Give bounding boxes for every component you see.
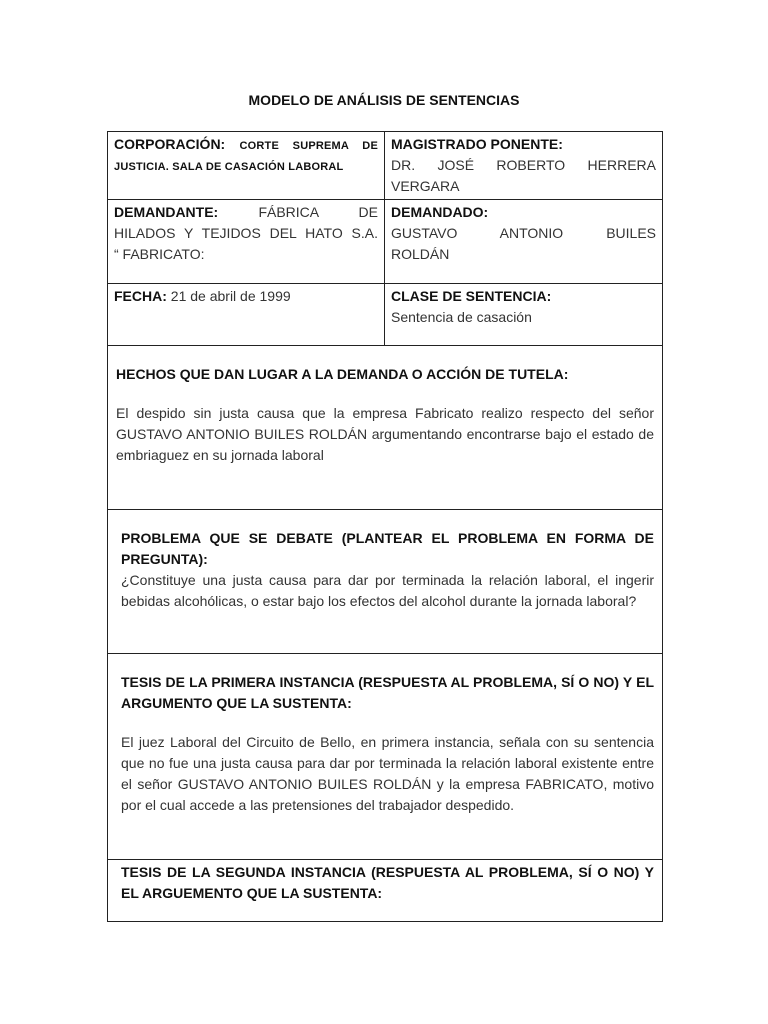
cell-tesis1 (108, 654, 663, 860)
fecha-label: FECHA: (114, 288, 167, 304)
problema-text: ¿Constituye una justa causa para dar por terminada la relación laboral, el ingerir bebidas alcohólicas, o estar bajo los efectos del alcohol durante la jornada laboral? (121, 572, 654, 609)
demandante-value-2: HILADOS Y TEJIDOS DEL HATO S.A. (114, 225, 378, 241)
tesis1-text: El juez Laboral del Circuito de Bello, en primera instancia, señala con su sentencia que no fue una justa causa para dar por terminada la relación laboral existente entre el señor GUSTAVO ANTONIO BUILES ROLDÁN y la empresa FABRICATO, motivo por el cual accede a las pretensiones del trabajador despedido. (121, 734, 654, 813)
demandado-label: DEMANDADO: (391, 204, 489, 220)
row-tesis1 (108, 654, 663, 860)
fecha-value: 21 de abril de 1999 (170, 288, 291, 304)
clase-value: Sentencia de casación (391, 309, 532, 325)
corporacion-label: CORPORACIÓN: (114, 136, 226, 152)
row-fecha (108, 284, 663, 346)
demandado-value-2: ROLDÁN (391, 246, 450, 262)
corporacion-value-1: CORTE SUPREMA DE (239, 140, 378, 152)
demandante-label: DEMANDANTE: (114, 204, 219, 220)
tesis2-heading: TESIS DE LA SEGUNDA INSTANCIA (RESPUESTA AL PROBLEMA, SÍ O NO) Y EL ARGUEMENTO QUE LA SUSTENTA: (121, 864, 654, 901)
cell-magistrado (385, 132, 663, 200)
problema-heading: PROBLEMA QUE SE DEBATE (PLANTEAR EL PROBLEMA EN FORMA DE PREGUNTA): (121, 530, 654, 567)
cell-corporacion (108, 132, 385, 200)
row-corporacion (108, 132, 663, 200)
row-tesis2 (108, 860, 663, 922)
document-title: MODELO DE ANÁLISIS DE SENTENCIAS (248, 92, 520, 108)
cell-problema (108, 510, 663, 654)
magistrado-value-1: DR. JOSÉ ROBERTO HERRERA (391, 157, 656, 173)
corporacion-value-2: JUSTICIA. SALA DE CASACIÓN LABORAL (114, 161, 344, 173)
demandante-value-3: “ FABRICATO: (114, 246, 205, 262)
cell-demandado (385, 200, 663, 284)
magistrado-label: MAGISTRADO PONENTE: (391, 136, 563, 152)
cell-demandante (108, 200, 385, 284)
row-problema (108, 510, 663, 654)
tesis1-heading: TESIS DE LA PRIMERA INSTANCIA (RESPUESTA AL PROBLEMA, SÍ O NO) Y EL ARGUMENTO QUE LA SUSTENTA: (121, 674, 654, 711)
hechos-text: El despido sin justa causa que la empresa Fabricato realizo respecto del señor GUSTAVO ANTONIO BUILES ROLDÁN argumentando encontrarse bajo el estado de embriaguez en su jornada laboral (116, 405, 654, 463)
analysis-table (107, 131, 663, 922)
row-partes (108, 200, 663, 284)
hechos-heading: HECHOS QUE DAN LUGAR A LA DEMANDA O ACCIÓN DE TUTELA: (116, 366, 569, 382)
demandado-value-1: GUSTAVO ANTONIO BUILES (391, 225, 656, 241)
row-hechos (108, 346, 663, 510)
demandante-value-1: FÁBRICA DE (258, 204, 378, 220)
cell-clase (385, 284, 663, 346)
clase-label: CLASE DE SENTENCIA: (391, 288, 552, 304)
cell-fecha (108, 284, 385, 346)
cell-tesis2 (108, 860, 663, 922)
magistrado-value-2: VERGARA (391, 178, 460, 194)
cell-hechos (108, 346, 663, 510)
